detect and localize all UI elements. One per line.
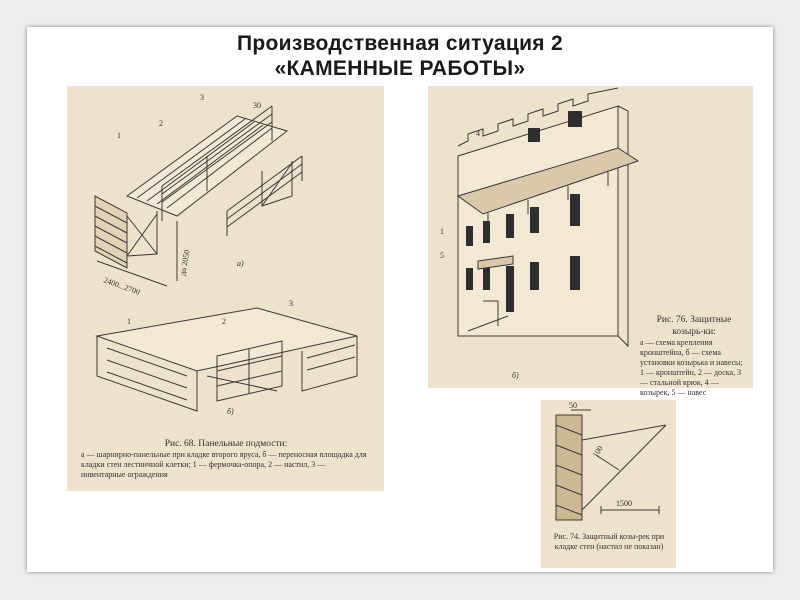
dimension-width: 2400...2700 [102,275,142,297]
dimension-100: 100 [590,444,605,459]
callout-2a: 2 [159,119,163,128]
callout-3a: 3 [200,93,204,102]
figure-74-caption-text: Рис. 74. Защитный козы-рек при кладке стен (настил не показан) [553,532,665,551]
figure-68-caption-body: а — шарнирно-панельные при кладке второго яруса, б — переносная площадка для кладки стен лестничной клетки; 1 — фермочка-опора, 2 — настил, 3 — инвентарные ограждения [81,450,367,479]
title-line-1: Производственная ситуация 2 [237,32,563,55]
figure-68-scan [67,86,384,491]
figure-68-drawing [67,86,384,491]
callout-4: 4 [476,129,480,138]
callout-1: 1 [440,227,444,236]
callout-1b: 1 [127,317,131,326]
label-a: а) [237,259,244,268]
callout-5: 5 [440,251,444,260]
figure-74-caption [549,532,669,552]
figure-76-caption-title: Рис. 76. Защитные козырь-ки: [656,315,732,337]
dimension-1500: 1500 [616,499,632,508]
callout-30: 30 [253,101,261,110]
dimension-height: до 2050 [178,249,192,277]
figure-74-scan [541,400,676,568]
figure-76-scan [428,86,753,397]
figure-68-caption [81,438,371,480]
figure-68-caption-title: Рис. 68. Панельные подмости: [164,439,288,449]
slide-title [27,31,773,81]
callout-2b: 2 [222,317,226,326]
title-line-2: «КАМЕННЫЕ РАБОТЫ» [274,57,526,80]
figure-76-caption [640,314,748,398]
figure-76-caption-body: а — схема крепления кронштейна, б — схема установки козырька и навесы; 1 — кронштейн, 2 — доска, 3 — стальной крюк, 4 — козырек, 5 — навес [640,338,743,397]
callout-1a: 1 [117,131,121,140]
label-b: б) [512,371,519,380]
label-b: б) [227,407,234,416]
dimension-50: 50 [569,401,577,410]
callout-3b: 3 [289,299,293,308]
